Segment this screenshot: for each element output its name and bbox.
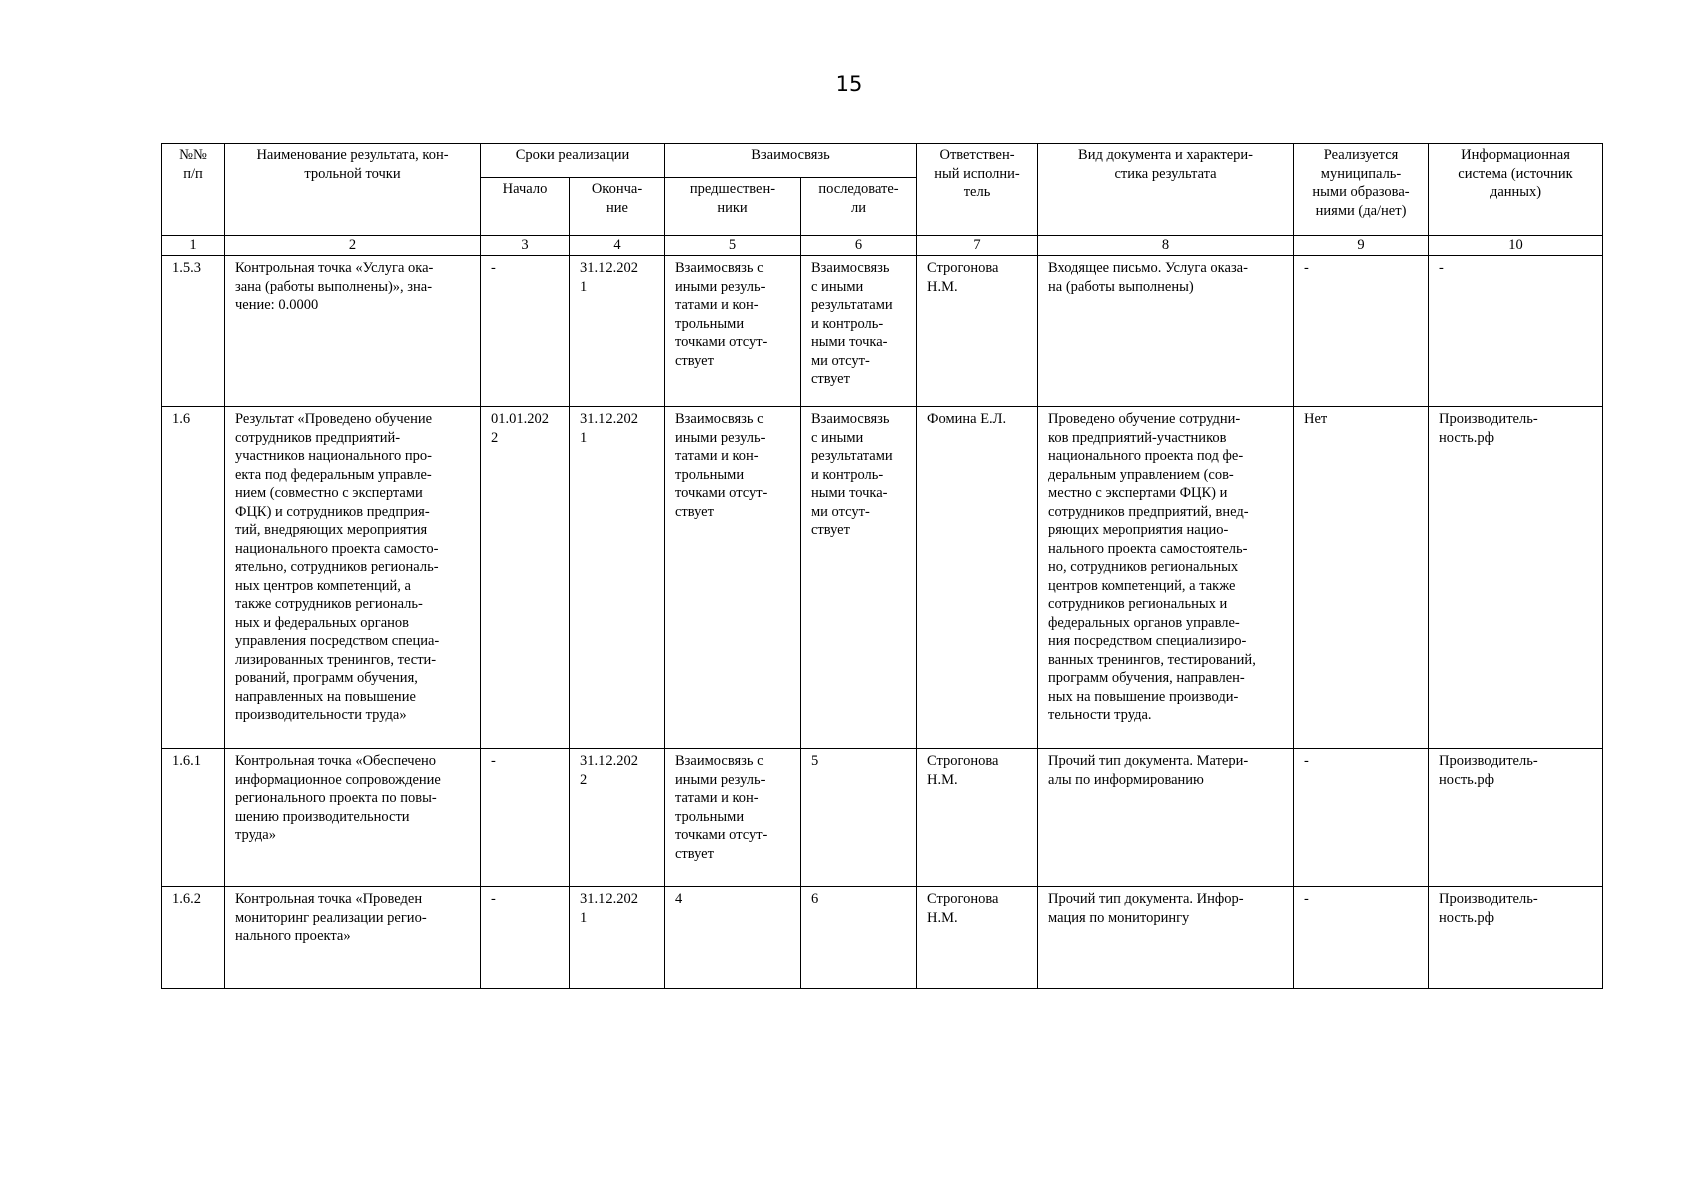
column-number: 9 [1294, 236, 1429, 256]
row-municipal: - [1294, 749, 1429, 887]
header-name: Наименование результата, кон- трольной точки [225, 144, 481, 236]
page-number: 15 [835, 72, 863, 96]
header-info-system: Информационная система (источник данных) [1429, 144, 1603, 236]
row-start: - [481, 887, 570, 989]
row-start: - [481, 749, 570, 887]
header-num: №№ п/п [162, 144, 225, 236]
header-document: Вид документа и характери- стика результата [1038, 144, 1294, 236]
row-successors: Взаимосвязь с иными результатами и контроль- ными точка- ми отсут- ствует [801, 407, 917, 749]
row-document: Проведено обучение сотрудни- ков предприятий-участников национального проекта под фе- деральным управлением (сов- местно с экспертами ФЦК) и сотрудников предприятий, внед- ряющих мероприятия нацио- нального проекта самостоятель- но, сотрудников региональных центров компетенций, а также сотрудников региональных и федеральных органов управле- ния посредством специализиро- ванных тренингов, тестирований, программ обучения, направлен- ных на повышение производи- тельности труда. [1038, 407, 1294, 749]
row-num: 1.6.1 [162, 749, 225, 887]
row-name: Результат «Проведено обучение сотрудников предприятий- участников национального про- екта под федеральным управле- нием (совместно с экспертами ФЦК) и сотрудников предприя- тий, внедряющих мероприятия национального проекта самосто- ятельно, сотрудников региональ- ных центров компетенций, а также сотрудников региональ- ных и федеральных органов управления посредством специа- лизированных тренингов, тести- рований, программ обучения, направленных на повышение производительности труда» [225, 407, 481, 749]
column-number: 4 [570, 236, 665, 256]
row-successors: 6 [801, 887, 917, 989]
table-row [162, 887, 1603, 989]
column-number: 6 [801, 236, 917, 256]
row-document: Входящее письмо. Услуга оказа- на (работы выполнены) [1038, 256, 1294, 407]
row-end: 31.12.202 2 [570, 749, 665, 887]
header-terms: Сроки реализации [481, 144, 665, 178]
row-responsible: Фомина Е.Л. [917, 407, 1038, 749]
row-start: - [481, 256, 570, 407]
row-name: Контрольная точка «Обеспечено информационное сопровождение регионального проекта по повы- шению производительности труда» [225, 749, 481, 887]
row-municipal: - [1294, 887, 1429, 989]
header-successors: последовате- ли [801, 178, 917, 236]
row-num: 1.6.2 [162, 887, 225, 989]
row-name: Контрольная точка «Проведен мониторинг реализации регио- нального проекта» [225, 887, 481, 989]
row-successors: Взаимосвязь с иными результатами и контроль- ными точка- ми отсут- ствует [801, 256, 917, 407]
column-number: 7 [917, 236, 1038, 256]
row-municipal: Нет [1294, 407, 1429, 749]
row-end: 31.12.202 1 [570, 256, 665, 407]
row-predecessors: Взаимосвязь с иными резуль- татами и кон- трольными точками отсут- ствует [665, 407, 801, 749]
header-responsible: Ответствен- ный исполни- тель [917, 144, 1038, 236]
row-name: Контрольная точка «Услуга ока- зана (работы выполнены)», зна- чение: 0.0000 [225, 256, 481, 407]
row-end: 31.12.202 1 [570, 887, 665, 989]
row-responsible: Строгонова Н.М. [917, 887, 1038, 989]
results-table [161, 143, 1603, 989]
column-number: 3 [481, 236, 570, 256]
header-end: Оконча- ние [570, 178, 665, 236]
row-predecessors: Взаимосвязь с иными резуль- татами и кон- трольными точками отсут- ствует [665, 256, 801, 407]
column-number-row [162, 236, 1603, 256]
row-info-system: Производитель- ность.рф [1429, 887, 1603, 989]
row-info-system: Производитель- ность.рф [1429, 407, 1603, 749]
column-number: 1 [162, 236, 225, 256]
row-responsible: Строгонова Н.М. [917, 749, 1038, 887]
column-number: 5 [665, 236, 801, 256]
row-num: 1.5.3 [162, 256, 225, 407]
header-start: Начало [481, 178, 570, 236]
row-predecessors: 4 [665, 887, 801, 989]
column-number: 2 [225, 236, 481, 256]
row-end: 31.12.202 1 [570, 407, 665, 749]
row-responsible: Строгонова Н.М. [917, 256, 1038, 407]
header-municipal: Реализуется муниципаль- ными образова- ниями (да/нет) [1294, 144, 1429, 236]
table-row [162, 256, 1603, 407]
table-row [162, 749, 1603, 887]
row-info-system: Производитель- ность.рф [1429, 749, 1603, 887]
row-municipal: - [1294, 256, 1429, 407]
row-start: 01.01.202 2 [481, 407, 570, 749]
row-successors: 5 [801, 749, 917, 887]
row-predecessors: Взаимосвязь с иными резуль- татами и кон- трольными точками отсут- ствует [665, 749, 801, 887]
row-document: Прочий тип документа. Инфор- мация по мониторингу [1038, 887, 1294, 989]
row-document: Прочий тип документа. Матери- алы по информированию [1038, 749, 1294, 887]
table-row [162, 407, 1603, 749]
column-number: 8 [1038, 236, 1294, 256]
header-link: Взаимосвязь [665, 144, 917, 178]
row-num: 1.6 [162, 407, 225, 749]
column-number: 10 [1429, 236, 1603, 256]
header-predecessors: предшествен- ники [665, 178, 801, 236]
row-info-system: - [1429, 256, 1603, 407]
